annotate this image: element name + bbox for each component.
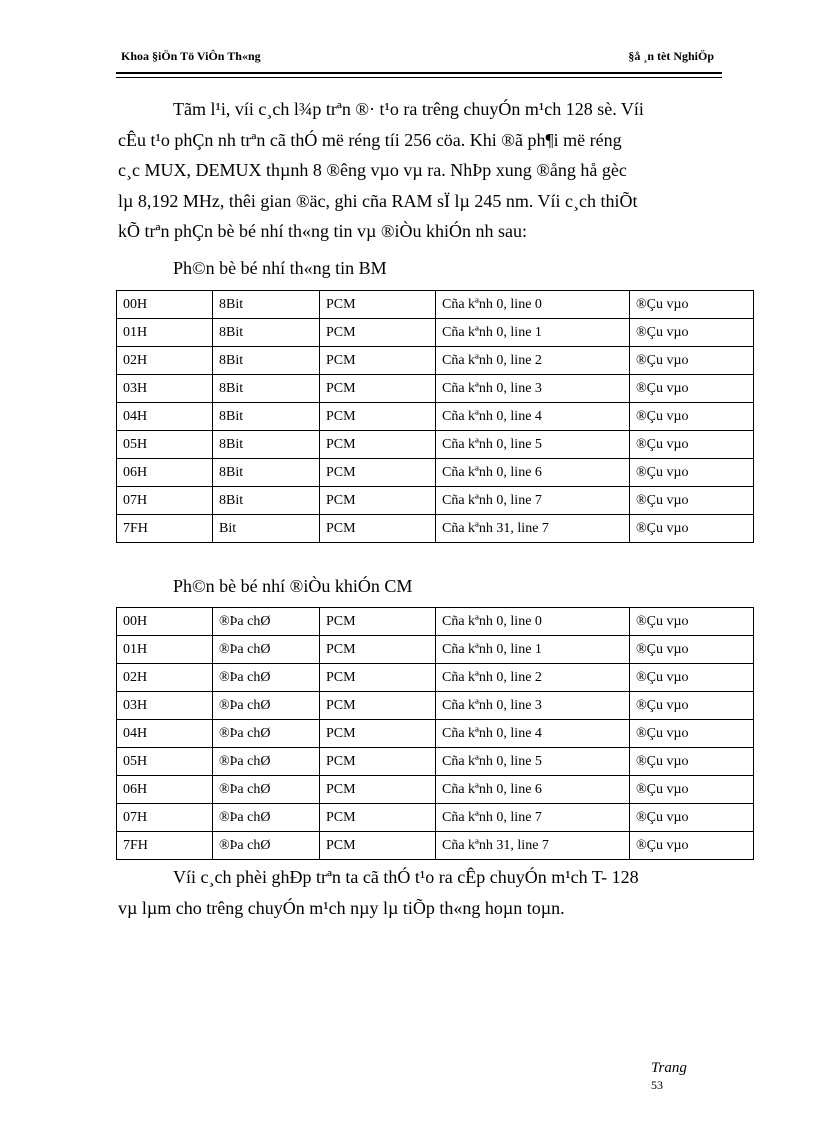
outro-line: vµ lµm cho trêng chuyÓn m¹ch nµy lµ tiÕp th«ng hoµn toµn. [118, 897, 565, 918]
table-cell: PCM [320, 375, 436, 403]
table-cell: ®Þa chØ [213, 748, 320, 776]
table-cell: ®Þa chØ [213, 804, 320, 832]
table-cell: PCM [320, 291, 436, 319]
table-cell: ®Çu vµo [630, 636, 754, 664]
table-row [117, 832, 754, 860]
table-cell: PCM [320, 608, 436, 636]
intro-line: Tãm l¹i, víi c¸ch l¾p trªn ®· t¹o ra trêng chuyÓn m¹ch 128 sè. Víi [173, 99, 644, 119]
table-cell: 03H [117, 375, 213, 403]
table-cell: PCM [320, 804, 436, 832]
header-right: §å ¸n tèt NghiÖp [628, 49, 714, 63]
table-cell: 06H [117, 459, 213, 487]
table-cell: 05H [117, 431, 213, 459]
table-cell: ®Þa chØ [213, 664, 320, 692]
table-row [117, 608, 754, 636]
table-cell: Bit [213, 515, 320, 543]
footer-page-label: Trang [651, 1060, 687, 1076]
table-row [117, 375, 754, 403]
table-cell: 06H [117, 776, 213, 804]
header-rule-thin [116, 77, 722, 78]
table-cell: 8Bit [213, 375, 320, 403]
table-cell: 00H [117, 608, 213, 636]
table-row [117, 431, 754, 459]
table-row [117, 403, 754, 431]
header-left: Khoa §iÖn Tö ViÔn Th«ng [121, 49, 261, 63]
table-cell: Cña kªnh 0, line 1 [436, 319, 630, 347]
table-cell: Cña kªnh 0, line 6 [436, 776, 630, 804]
table-cell: ®Çu vµo [630, 804, 754, 832]
table-cell: 01H [117, 319, 213, 347]
table-cell: ®Çu vµo [630, 487, 754, 515]
table-cell: PCM [320, 748, 436, 776]
intro-line: kÕ trªn phÇn bè bé nhí th«ng tin vµ ®iÒu khiÓn nh sau: [118, 221, 527, 241]
table-cell: Cña kªnh 0, line 3 [436, 692, 630, 720]
table-row [117, 804, 754, 832]
table-cell: ®Çu vµo [630, 291, 754, 319]
table-cell: ®Çu vµo [630, 319, 754, 347]
table-cell: ®Þa chØ [213, 608, 320, 636]
table-cell: PCM [320, 319, 436, 347]
table-cell: 8Bit [213, 347, 320, 375]
intro-line: cÊu t¹o phÇn nh trªn cã thÓ më réng tíi 256 cöa. Khi ®ã ph¶i më réng [118, 129, 622, 150]
table-row [117, 748, 754, 776]
table-cell: Cña kªnh 0, line 2 [436, 664, 630, 692]
table-cell: ®Çu vµo [630, 431, 754, 459]
table-cell: ®Çu vµo [630, 832, 754, 860]
table-cell: Cña kªnh 31, line 7 [436, 515, 630, 543]
table-cell: PCM [320, 692, 436, 720]
table-cell: 8Bit [213, 459, 320, 487]
table-cell: ®Þa chØ [213, 832, 320, 860]
table-cell: 00H [117, 291, 213, 319]
table-cell: ®Çu vµo [630, 692, 754, 720]
table-cell: Cña kªnh 0, line 0 [436, 608, 630, 636]
table-cell: ®Çu vµo [630, 748, 754, 776]
table-row [117, 459, 754, 487]
table-cell: PCM [320, 347, 436, 375]
table-row [117, 776, 754, 804]
table-cell: Cña kªnh 0, line 5 [436, 748, 630, 776]
table1-caption: Ph©n bè bé nhí th«ng tin BM [173, 258, 387, 278]
table-cell: 02H [117, 347, 213, 375]
table-cell: ®Çu vµo [630, 776, 754, 804]
table-cell: PCM [320, 403, 436, 431]
table-cell: PCM [320, 832, 436, 860]
table-cell: Cña kªnh 0, line 3 [436, 375, 630, 403]
table-cell: 8Bit [213, 403, 320, 431]
footer-page-number: 53 [651, 1078, 663, 1092]
table-cell: ®Þa chØ [213, 692, 320, 720]
table-cell: 8Bit [213, 487, 320, 515]
table-cell: 8Bit [213, 291, 320, 319]
table-cell: ®Çu vµo [630, 720, 754, 748]
table-cell: PCM [320, 664, 436, 692]
table-cell: 02H [117, 664, 213, 692]
table-row [117, 487, 754, 515]
table-cell: Cña kªnh 0, line 0 [436, 291, 630, 319]
table-cell: ®Çu vµo [630, 515, 754, 543]
table-cell: Cña kªnh 0, line 7 [436, 804, 630, 832]
table-cell: 8Bit [213, 319, 320, 347]
intro-line: c¸c MUX, DEMUX thµnh 8 ®êng vµo vµ ra. NhÞp xung ®ång hå gèc [118, 160, 627, 180]
table-cell: Cña kªnh 0, line 4 [436, 403, 630, 431]
table-cell: Cña kªnh 0, line 7 [436, 487, 630, 515]
table-cell: ®Çu vµo [630, 664, 754, 692]
table-cell: Cña kªnh 31, line 7 [436, 832, 630, 860]
table-cm [116, 607, 754, 860]
table-bm [116, 290, 754, 543]
table-cell: ®Çu vµo [630, 375, 754, 403]
table-cell: PCM [320, 720, 436, 748]
table-cell: ®Çu vµo [630, 459, 754, 487]
intro-line: lµ 8,192 MHz, thêi gian ®äc, ghi cña RAM sÏ lµ 245 nm. Víi c¸ch thiÕt [118, 190, 638, 211]
table-cell: 01H [117, 636, 213, 664]
table-cell: ®Þa chØ [213, 776, 320, 804]
table-cell: Cña kªnh 0, line 1 [436, 636, 630, 664]
table-cell: Cña kªnh 0, line 6 [436, 459, 630, 487]
table-row [117, 636, 754, 664]
table-cell: 8Bit [213, 431, 320, 459]
table-row [117, 692, 754, 720]
outro-paragraph [118, 862, 692, 923]
table-cell: ®Çu vµo [630, 347, 754, 375]
table-cell: PCM [320, 515, 436, 543]
table-row [117, 319, 754, 347]
table-cell: PCM [320, 487, 436, 515]
table-row [117, 515, 754, 543]
table-cell: Cña kªnh 0, line 2 [436, 347, 630, 375]
table-row [117, 720, 754, 748]
table-row [117, 347, 754, 375]
table-cell: PCM [320, 636, 436, 664]
table-cell: PCM [320, 431, 436, 459]
table-cell: 7FH [117, 832, 213, 860]
table-cell: ®Þa chØ [213, 720, 320, 748]
table-cell: PCM [320, 776, 436, 804]
table-cell: 05H [117, 748, 213, 776]
table-cell: Cña kªnh 0, line 5 [436, 431, 630, 459]
intro-paragraph [118, 94, 692, 247]
table2-caption: Ph©n bè bé nhí ®iÒu khiÓn CM [173, 576, 413, 596]
table-row [117, 291, 754, 319]
outro-line: Víi c¸ch phèi ghÐp trªn ta cã thÓ t¹o ra cÊp chuyÓn m¹ch T- 128 [173, 867, 639, 887]
table-cell: ®Çu vµo [630, 608, 754, 636]
table-cell: ®Þa chØ [213, 636, 320, 664]
table-cell: 7FH [117, 515, 213, 543]
header-rule-thick [116, 72, 722, 74]
table-row [117, 664, 754, 692]
table-cell: ®Çu vµo [630, 403, 754, 431]
table-cell: 07H [117, 804, 213, 832]
table-cell: PCM [320, 459, 436, 487]
table-cell: 07H [117, 487, 213, 515]
table-cell: 03H [117, 692, 213, 720]
table-cell: 04H [117, 403, 213, 431]
table-cell: Cña kªnh 0, line 4 [436, 720, 630, 748]
table-cell: 04H [117, 720, 213, 748]
